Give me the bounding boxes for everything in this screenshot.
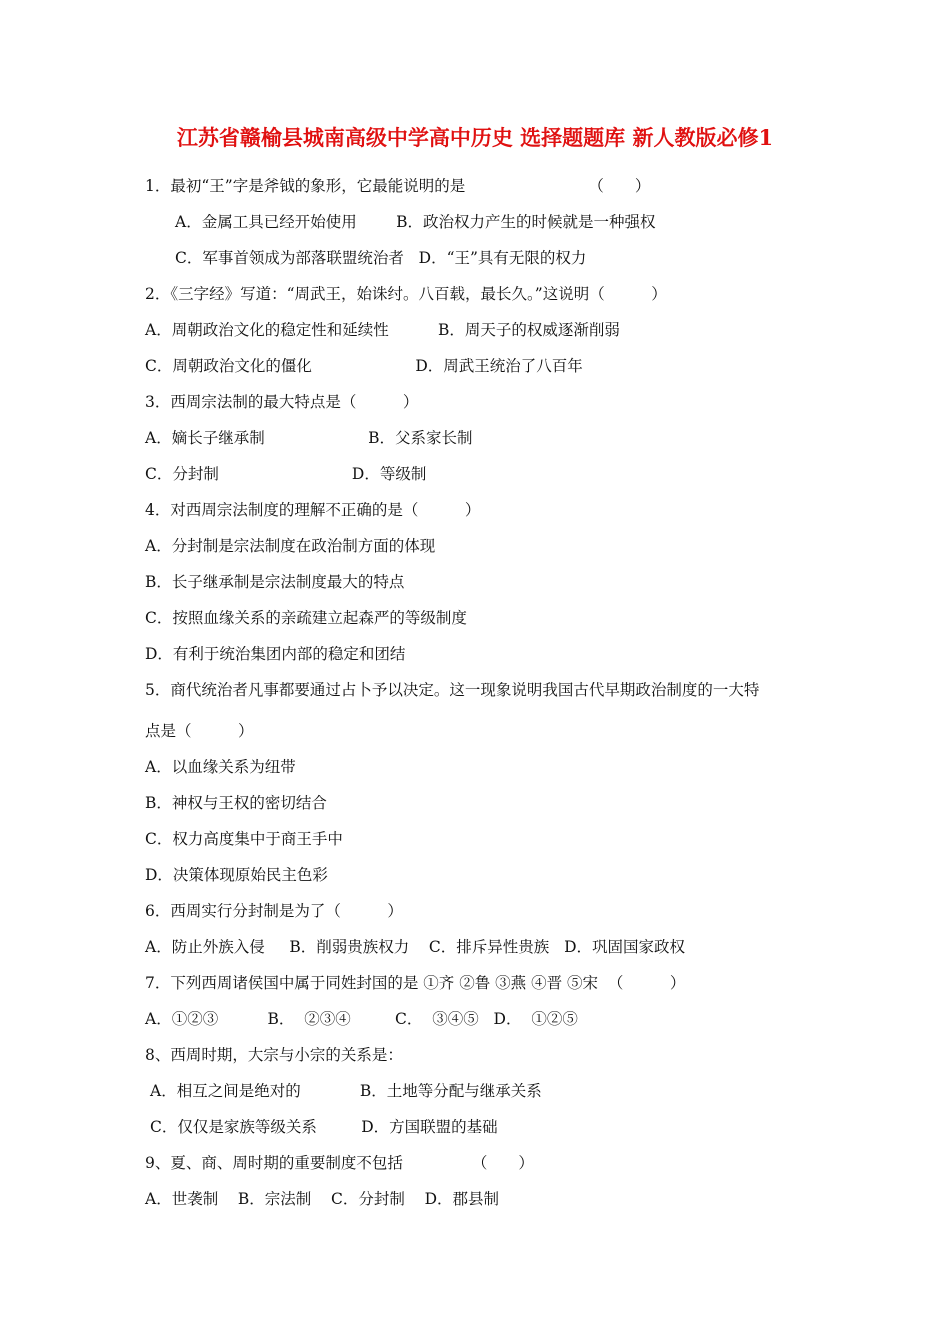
question-8-stem: 8、西周时期，大宗与小宗的关系是： <box>145 1046 403 1064</box>
question-4-option-b: B．长子继承制是宗法制度最大的特点 <box>145 573 405 591</box>
question-1-options-ab: A．金属工具已经开始使用 B．政治权力产生的时候就是一种强权 <box>175 213 656 231</box>
question-7-options: A．①②③ B． ②③④ C． ③④⑤ D． ①②⑤ <box>145 1010 578 1028</box>
question-4-stem: 4．对西周宗法制度的理解不正确的是（ ） <box>145 501 481 519</box>
question-2-options-ab: A．周朝政治文化的稳定性和延续性 B．周天子的权威逐渐削弱 <box>145 321 620 339</box>
question-4-option-c: C．按照血缘关系的亲疏建立起森严的等级制度 <box>145 609 467 627</box>
question-5-option-a: A．以血缘关系为纽带 <box>145 758 296 776</box>
question-4-option-a: A．分封制是宗法制度在政治制方面的体现 <box>145 537 436 555</box>
question-9-stem: 9、夏、商、周时期的重要制度不包括 （ ） <box>145 1154 534 1172</box>
question-5-option-c: C．权力高度集中于商王手中 <box>145 830 343 848</box>
question-2-stem: 2．《三字经》写道：“周武王，始诛纣。八百载，最长久。”这说明（ ） <box>145 285 667 303</box>
question-1-options-cd: C．军事首领成为部落联盟统治者 D．“王”具有无限的权力 <box>175 249 587 267</box>
question-3-options-cd: C．分封制 D．等级制 <box>145 465 427 483</box>
question-6-stem: 6．西周实行分封制是为了（ ） <box>145 902 403 920</box>
question-2-options-cd: C．周朝政治文化的僵化 D．周武王统治了八百年 <box>145 357 583 375</box>
question-9-options: A．世袭制 B．宗法制 C．分封制 D．郡县制 <box>145 1190 499 1208</box>
question-5-option-d: D．决策体现原始民主色彩 <box>145 866 328 884</box>
page-title: 江苏省赣榆县城南高级中学高中历史 选择题题库 新人教版必修1 <box>176 125 774 150</box>
question-5-option-b: B．神权与王权的密切结合 <box>145 794 327 812</box>
question-7-stem: 7．下列西周诸侯国中属于同姓封国的是 ①齐 ②鲁 ③燕 ④晋 ⑤宋 （ ） <box>145 974 686 992</box>
question-5-stem-continued: 点是（ ） <box>145 722 254 740</box>
question-1-stem: 1．最初“王”字是斧钺的象形，它最能说明的是 （ ） <box>145 177 651 195</box>
question-8-options-cd: C．仅仅是家族等级关系 D．方国联盟的基础 <box>150 1118 498 1136</box>
question-3-options-ab: A．嫡长子继承制 B．父系家长制 <box>145 429 473 447</box>
question-5-stem: 5．商代统治者凡事都要通过占卜予以决定。这一现象说明我国古代早期政治制度的一大特 <box>145 681 760 699</box>
question-6-options: A．防止外族入侵 B．削弱贵族权力 C．排斥异性贵族 D．巩固国家政权 <box>145 938 685 956</box>
question-3-stem: 3．西周宗法制的最大特点是（ ） <box>145 393 419 411</box>
question-8-options-ab: A．相互之间是绝对的 B．土地等分配与继承关系 <box>150 1082 542 1100</box>
question-4-option-d: D．有利于统治集团内部的稳定和团结 <box>145 645 406 663</box>
